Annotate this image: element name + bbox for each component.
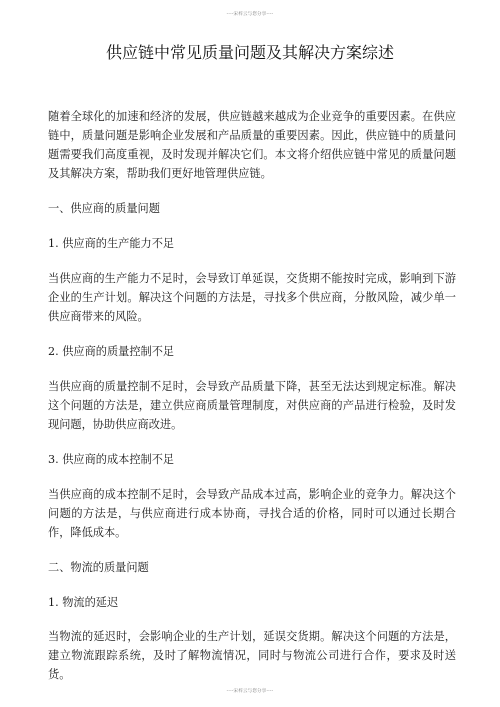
document-body — [48, 107, 456, 700]
subheading-production-capacity: 1. 供应商的生产能力不足 — [48, 237, 175, 250]
section-heading-supplier: 一、供应商的质量问题 — [48, 202, 160, 215]
paragraph-cost-control: 当供应商的成本控制不足时，会导致产品成本过高，影响企业的竞争力。解决这个问题的方法是，与供应商进行成本协商，寻找合适的价格，同时可以通过长期合作，降低成本。 — [48, 488, 456, 539]
intro-paragraph: 随着全球化的加速和经济的发展，供应链越来越成为企业竞争的重要因素。在供应链中，质量问题是影响企业发展和产品质量的重要因素。因此，供应链中的质量问题需要我们高度重视，及时发现并解决它们。本文将介绍供应链中常见的质量问题及其解决方案，帮助我们更好地管理供应链。 — [48, 110, 456, 180]
subheading-quality-control: 2. 供应商的质量控制不足 — [48, 345, 175, 358]
document-title: 供应链中常见质量问题及其解决方案综述 — [105, 43, 394, 62]
subheading-cost-control: 3. 供应商的成本控制不足 — [48, 453, 175, 466]
paragraph-logistics-delay: 当物流的延迟时，会影响企业的生产计划，延误交货期。解决这个问题的方法是，建立物流跟踪系统，及时了解物流情况，同时与物流公司进行合作，要求及时送货。 — [48, 630, 456, 681]
paragraph-production-capacity: 当供应商的生产能力不足时，会导致订单延误，交货期不能按时完成，影响到下游企业的生产计划。解决这个问题的方法是，寻找多个供应商，分散风险，减少单一供应商带来的风险。 — [48, 272, 456, 323]
page-header: ----宋梓云与您分享---- — [226, 12, 274, 17]
section-heading-logistics: 二、物流的质量问题 — [48, 561, 149, 574]
paragraph-quality-control: 当供应商的质量控制不足时，会导致产品质量下降，甚至无法达到规定标准。解决这个问题的方法是，建立供应商质量管理制度，对供应商的产品进行检验，及时发现问题，协助供应商改进。 — [48, 380, 456, 431]
subheading-logistics-delay: 1. 物流的延迟 — [48, 596, 119, 609]
page-footer: ----宋梓云与您分享---- — [226, 689, 274, 694]
